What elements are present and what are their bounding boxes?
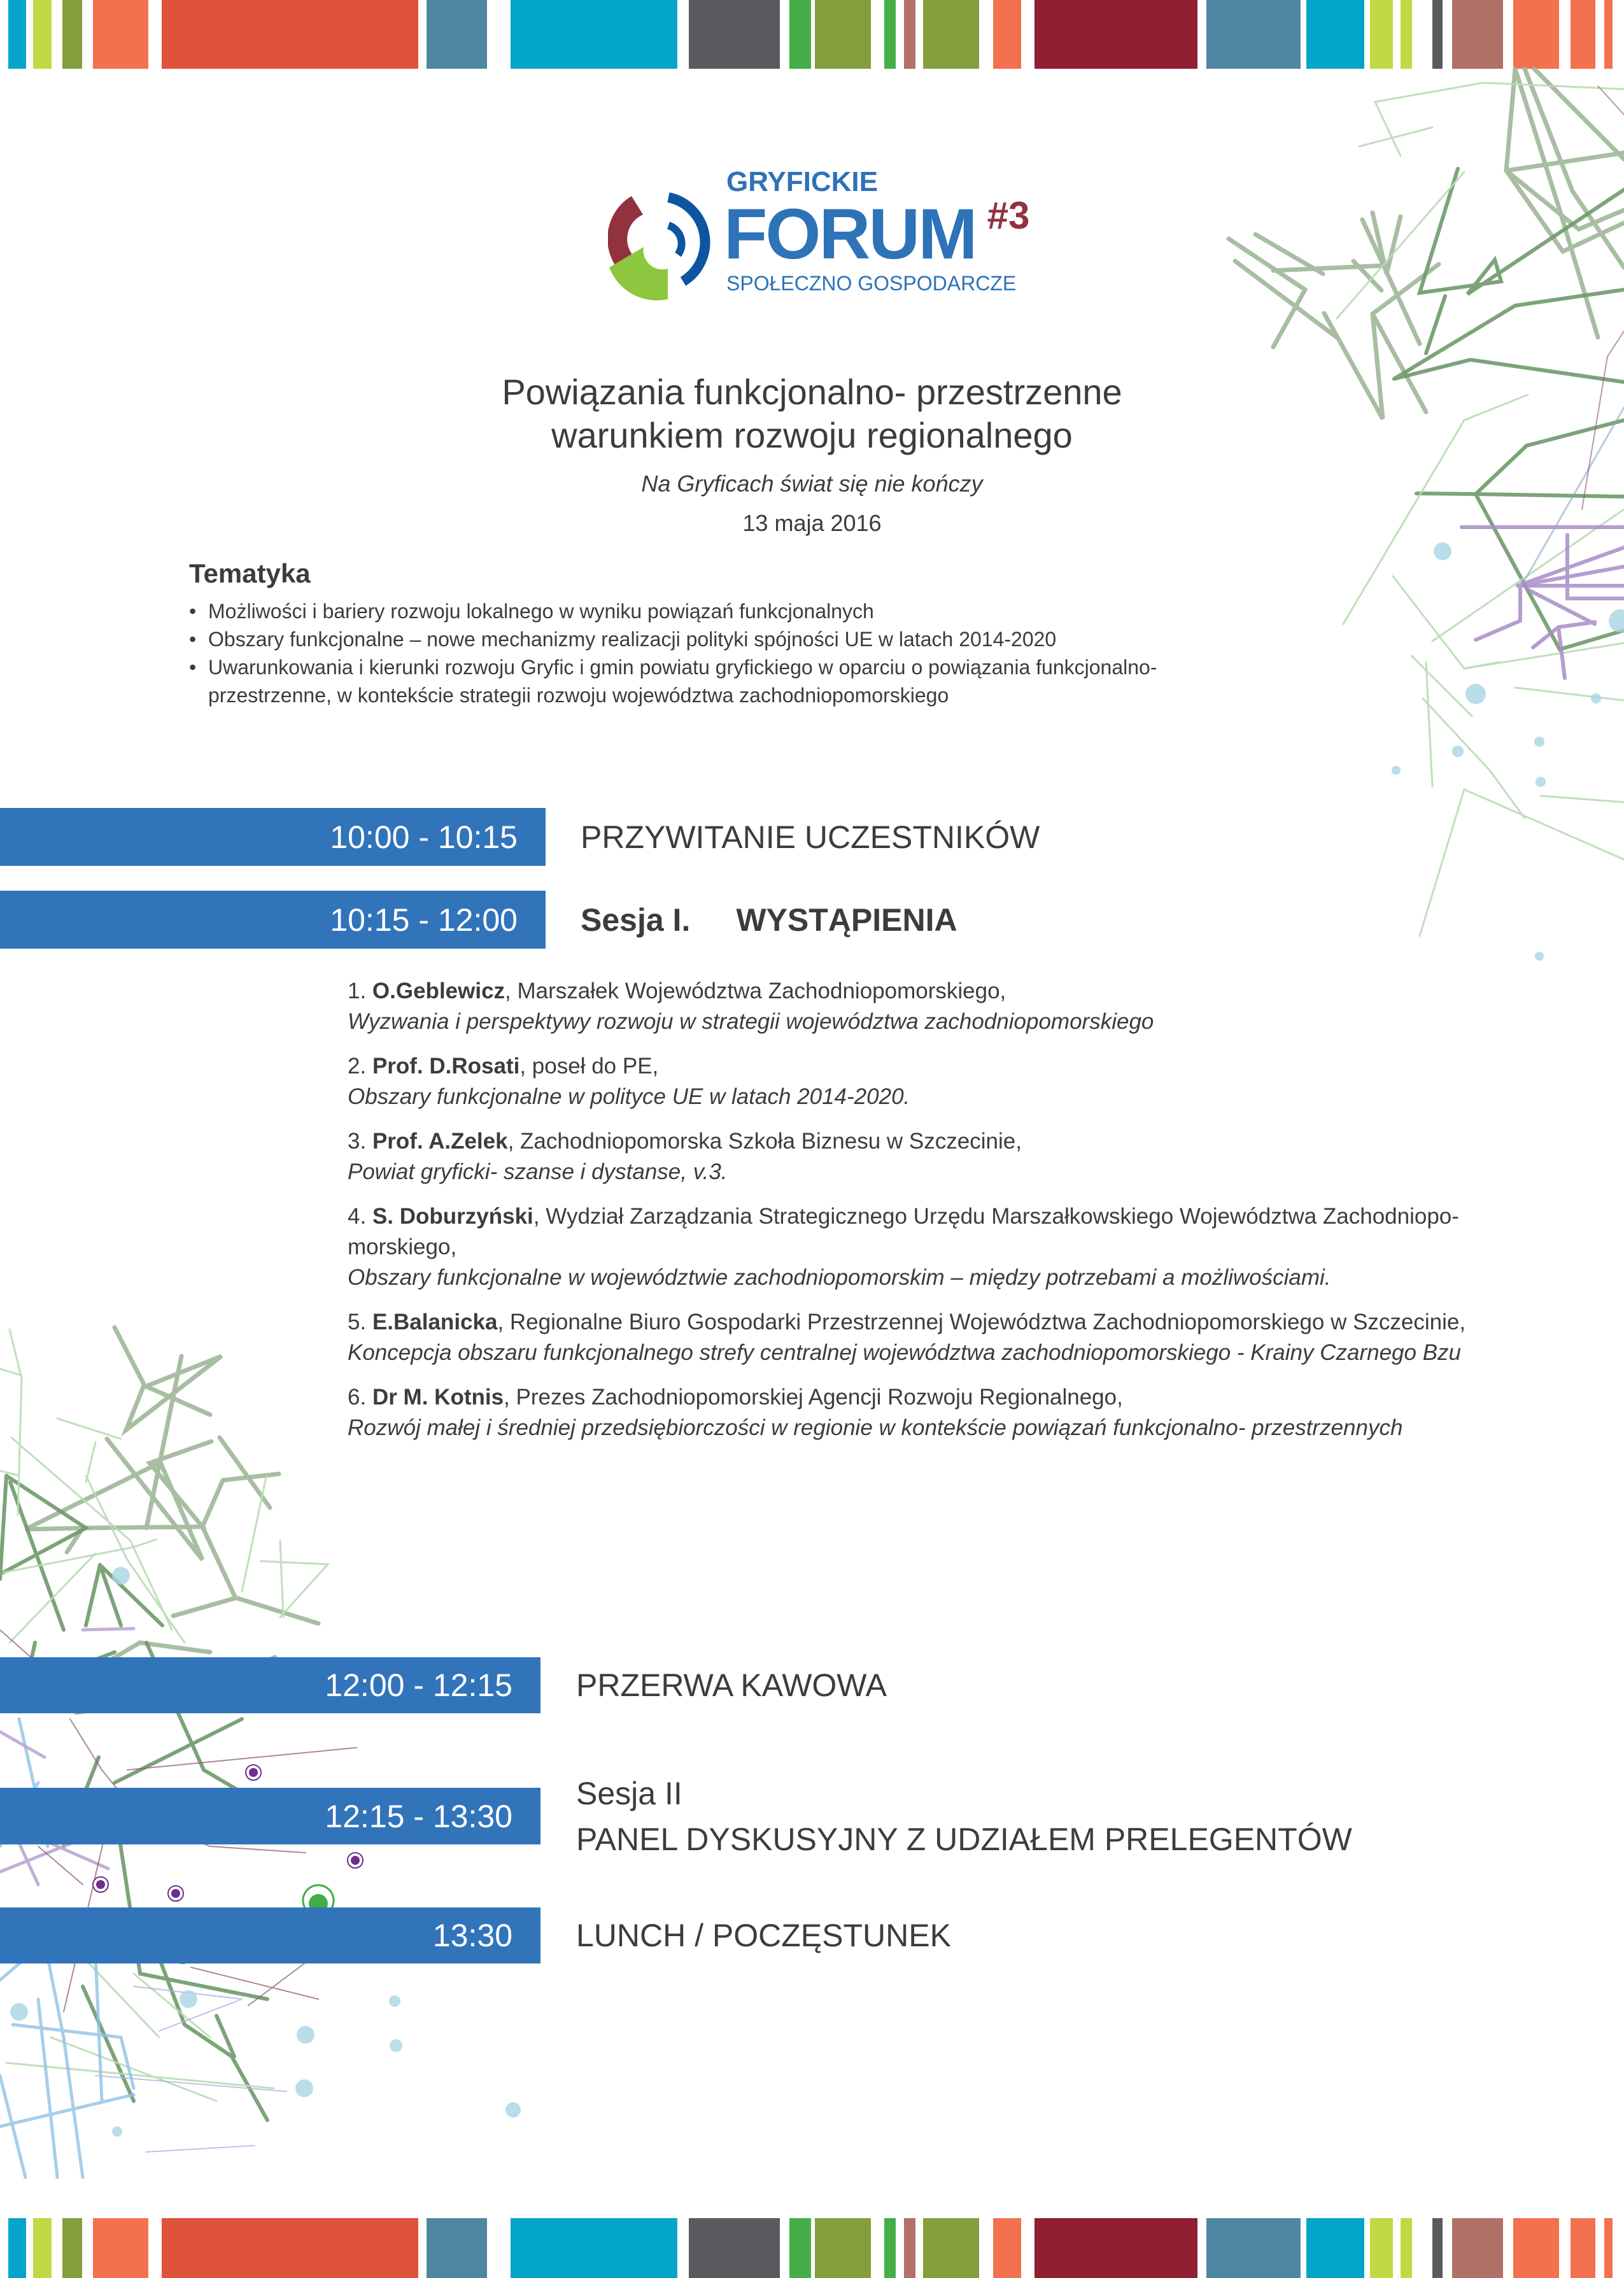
speaker-topic: Rozwój małej i średniej przedsiębiorczości w regionie w kontekście powiązań funkcjonalno- przestrzennych: [348, 1415, 1403, 1440]
event-title: PANEL DYSKUSYJNY Z UDZIAŁEM PRELEGENTÓW: [576, 1821, 1352, 1857]
topic-item: • Obszary funkcjonalne – nowe mechanizmy realizacji polityki spójności UE w latach 2014-2020: [189, 625, 1271, 653]
speaker-name: Prof. D.Rosati: [372, 1054, 520, 1079]
color-stripe: [93, 0, 148, 69]
color-stripe: [1432, 2218, 1443, 2278]
color-stripe: [1370, 0, 1393, 69]
speaker-number: 2.: [348, 1054, 367, 1079]
speaker-entry: [348, 976, 1557, 1037]
forum-logo: [608, 167, 1029, 301]
event-title: PRZYWITANIE UCZESTNIKÓW: [581, 819, 1040, 855]
speaker-role: , Prezes Zachodniopomorskiej Agencji Rozwoju Regionalnego,: [504, 1385, 1123, 1410]
speaker-entry: [348, 1126, 1557, 1187]
schedule-event: [581, 891, 957, 949]
session-label: Sesja II: [576, 1775, 682, 1811]
color-stripe: [789, 0, 811, 69]
speaker-name: S. Doburzyński: [372, 1204, 533, 1229]
color-stripe: [33, 2218, 52, 2278]
color-stripe: [1452, 0, 1503, 69]
color-stripe: [923, 2218, 979, 2278]
color-stripe: [33, 0, 52, 69]
color-stripe: [62, 0, 82, 69]
color-stripe: [789, 2218, 811, 2278]
speaker-entry: [348, 1382, 1557, 1443]
speaker-number: 3.: [348, 1129, 367, 1154]
topics-heading: Tematyka: [189, 558, 311, 588]
speaker-topic: Koncepcja obszaru funkcjonalnego strefy centralnej województwa zachodniopomorskiego - Krainy Czarnego Bzu: [348, 1340, 1462, 1365]
color-stripe: [1401, 2218, 1412, 2278]
color-stripe: [904, 2218, 915, 2278]
schedule-event: [576, 1907, 951, 1963]
title-line-2: warunkiem rozwoju regionalnego: [551, 415, 1073, 455]
color-stripe: [162, 2218, 418, 2278]
bottom-color-stripes: [0, 2218, 1624, 2278]
color-stripe: [815, 0, 871, 69]
speaker-number: 1.: [348, 979, 372, 1003]
logo-edition-number: #3: [987, 194, 1030, 237]
logo-top-text: GRYFICKIE: [726, 166, 878, 197]
speaker-name: Dr M. Kotnis: [372, 1385, 504, 1410]
speaker-number: 5.: [348, 1310, 367, 1334]
session-label: Sesja I.: [581, 902, 691, 938]
schedule-time-bar: 12:15 - 13:30: [0, 1788, 540, 1844]
speaker-role: , poseł do PE,: [519, 1054, 659, 1079]
speaker-name: E.Balanicka: [372, 1310, 498, 1334]
color-stripe: [511, 2218, 677, 2278]
speaker-number: 6.: [348, 1385, 367, 1410]
topic-item: • Uwarunkowania i kierunki rozwoju Gryfic i gmin powiatu gryfickiego w oparciu o powiązania funkcjonalno-przestrzenne, w kontekście strategii rozwoju województwa zachodniopomorskiego: [189, 653, 1271, 709]
event-title: WYSTĄPIENIA: [736, 902, 957, 938]
speaker-name: Prof. A.Zelek: [372, 1129, 508, 1154]
color-stripe: [1604, 2218, 1613, 2278]
color-stripe: [62, 2218, 82, 2278]
schedule-time-bar: 10:00 - 10:15: [0, 808, 546, 866]
event-title: PRZERWA KAWOWA: [576, 1667, 887, 1703]
color-stripe: [1604, 0, 1613, 69]
logo-text-stack: [724, 167, 1029, 295]
color-stripe: [904, 0, 915, 69]
color-stripe: [884, 0, 896, 69]
color-stripe: [1370, 2218, 1393, 2278]
color-stripe: [1206, 0, 1301, 69]
color-stripe: [1513, 0, 1559, 69]
logo-emblem-icon: [608, 192, 716, 301]
speaker-name: O.Geblewicz: [372, 979, 505, 1003]
color-stripe: [1034, 0, 1197, 69]
logo-subtitle: SPOŁECZNO GOSPODARCZE: [726, 272, 1017, 295]
color-stripe: [1401, 0, 1412, 69]
speaker-role: , Zachodniopomorska Szkoła Biznesu w Szczecinie,: [507, 1129, 1022, 1154]
color-stripe: [1206, 2218, 1301, 2278]
speaker-topic: Obszary funkcjonalne w województwie zachodniopomorskim – między potrzebami a możliwościami.: [348, 1265, 1331, 1290]
color-stripe: [1452, 2218, 1503, 2278]
event-title: LUNCH / POCZĘSTUNEK: [576, 1918, 951, 1953]
color-stripe: [815, 2218, 871, 2278]
speaker-entry: [348, 1201, 1557, 1293]
color-stripe: [1513, 2218, 1559, 2278]
color-stripe: [1034, 2218, 1197, 2278]
logo-main-text: FORUM: [724, 194, 976, 274]
color-stripe: [1571, 0, 1595, 69]
color-stripe: [427, 2218, 487, 2278]
logo-main-row: [724, 194, 1030, 274]
schedule-event: [576, 1770, 1352, 1862]
speaker-topic: Obszary funkcjonalne w polityce UE w latach 2014-2020.: [348, 1084, 910, 1109]
schedule-event: [581, 808, 1040, 866]
event-date: 13 maja 2016: [742, 510, 882, 536]
color-stripe: [93, 2218, 148, 2278]
title-line-1: Powiązania funkcjonalno- przestrzenne: [502, 372, 1122, 412]
color-stripe: [8, 0, 26, 69]
schedule-time-bar: 13:30: [0, 1907, 540, 1963]
subtitle: Na Gryficach świat się nie kończy: [641, 470, 983, 497]
topic-item: • Możliwości i bariery rozwoju lokalnego w wyniku powiązań funkcjonalnych: [189, 597, 1271, 625]
color-stripe: [884, 2218, 896, 2278]
color-stripe: [1432, 0, 1443, 69]
schedule-time-bar: 12:00 - 12:15: [0, 1657, 540, 1713]
top-color-stripes: [0, 0, 1624, 69]
color-stripe: [427, 0, 487, 69]
color-stripe: [1571, 2218, 1595, 2278]
color-stripe: [162, 0, 418, 69]
speakers-list: [348, 976, 1557, 1457]
color-stripe: [1306, 0, 1364, 69]
schedule-event: [576, 1657, 887, 1713]
speaker-topic: Powiat gryficki- szanse i dystanse, v.3.: [348, 1159, 728, 1184]
speaker-role: , Marszałek Województwa Zachodniopomorskiego,: [505, 979, 1006, 1003]
speaker-entry: [348, 1051, 1557, 1112]
color-stripe: [689, 2218, 780, 2278]
speaker-entry: [348, 1307, 1557, 1368]
speaker-number: 4.: [348, 1204, 367, 1229]
speaker-role: , Regionalne Biuro Gospodarki Przestrzennej Województwa Zachodniopomorskiego w Szczecinie,: [497, 1310, 1466, 1334]
color-stripe: [689, 0, 780, 69]
speaker-topic: Wyzwania i perspektywy rozwoju w strategii województwa zachodniopomorskiego: [348, 1009, 1154, 1034]
color-stripe: [1306, 2218, 1364, 2278]
speaker-role: , Wydział Zarządzania Strategicznego Urzędu Marszałkowskiego Województwa Zachodniopo-morskiego,: [348, 1204, 1459, 1259]
color-stripe: [511, 0, 677, 69]
color-stripe: [993, 0, 1021, 69]
color-stripe: [993, 2218, 1021, 2278]
topics-list: [189, 597, 1271, 709]
color-stripe: [923, 0, 979, 69]
page-title: [0, 371, 1624, 457]
color-stripe: [8, 2218, 26, 2278]
schedule-time-bar: 10:15 - 12:00: [0, 891, 546, 949]
